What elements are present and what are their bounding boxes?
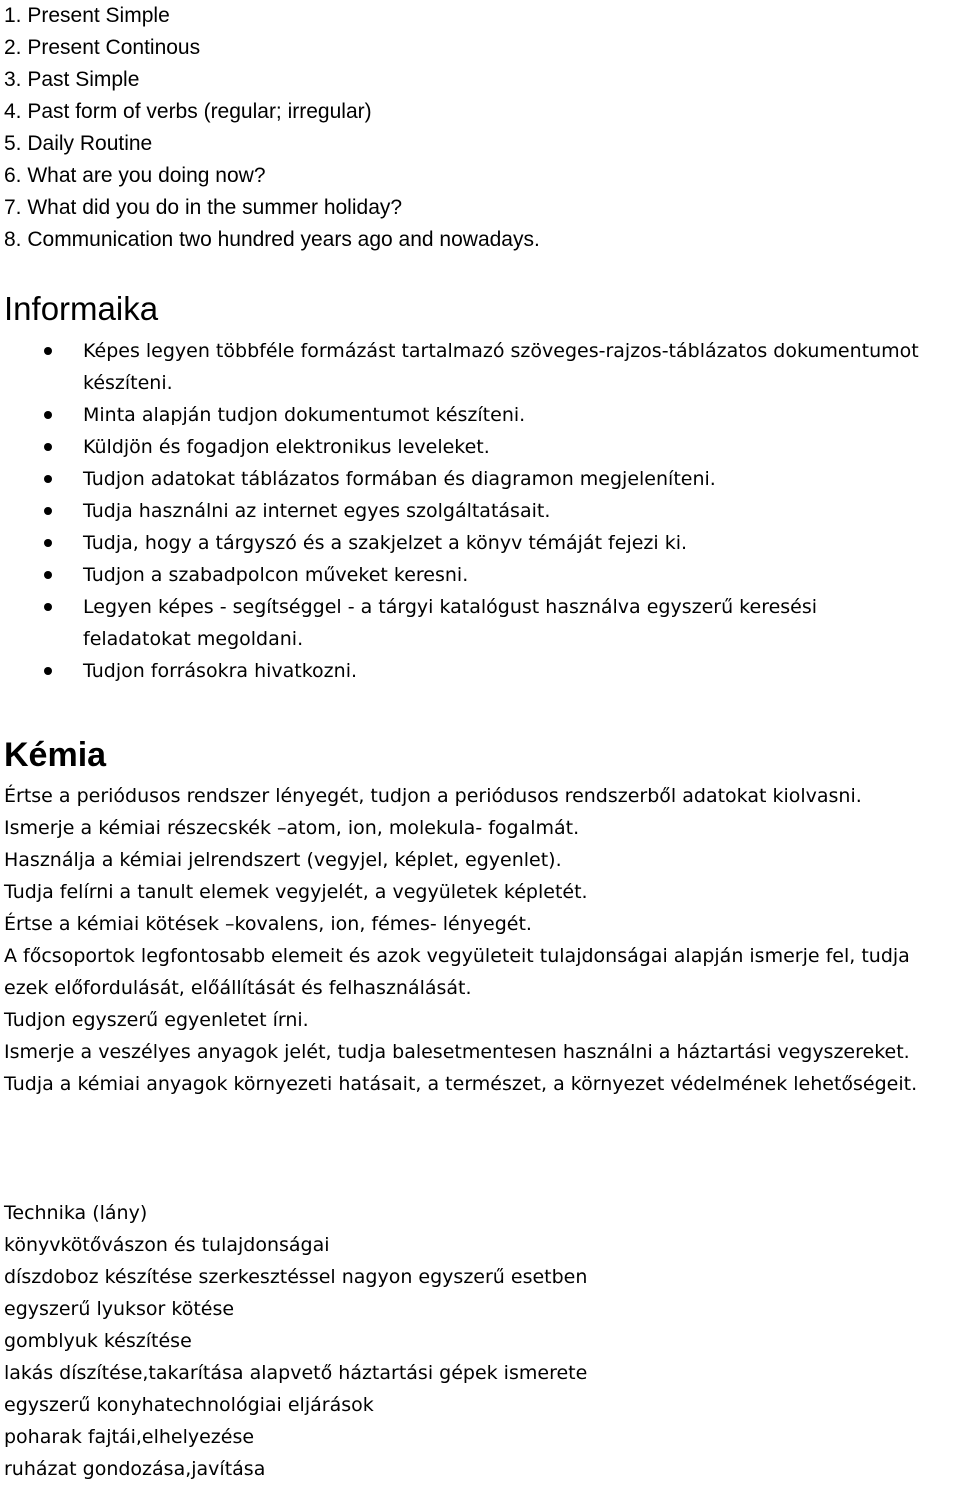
technika-line: könyvkötővászon és tulajdonságai bbox=[4, 1234, 330, 1256]
bullet-text: Tudjon adatokat táblázatos formában és diagramon megjeleníteni. bbox=[83, 468, 716, 490]
kemia-line: Tudja felírni a tanult elemek vegyjelét, a vegyületek képletét. bbox=[4, 881, 588, 903]
list-item: 7. What did you do in the summer holiday? bbox=[4, 196, 403, 219]
bullet-text: Legyen képes - segítséggel - a tárgyi katalógust használva egyszerű keresési feladatokat megoldani. bbox=[83, 596, 818, 650]
list-item: 6. What are you doing now? bbox=[4, 164, 266, 187]
bullet-dot-icon bbox=[44, 347, 52, 355]
bullet-item bbox=[0, 399, 960, 431]
technika-line: díszdoboz készítése szerkesztéssel nagyon egyszerű esetben bbox=[4, 1266, 588, 1288]
list-item: 8. Communication two hundred years ago and nowadays. bbox=[4, 228, 540, 251]
bullet-text: Képes legyen többféle formázást tartalmazó szöveges-rajzos-táblázatos dokumentumot készíteni. bbox=[83, 340, 919, 394]
kemia-line: Értse a kémiai kötések –kovalens, ion, fémes- lényegét. bbox=[4, 913, 532, 935]
technika-line: ruházat gondozása,javítása bbox=[4, 1458, 266, 1480]
kemia-line: Ismerje a veszélyes anyagok jelét, tudja balesetmentesen használni a háztartási vegyszereket. bbox=[4, 1041, 910, 1063]
bullet-text: Küldjön és fogadjon elektronikus leveleket. bbox=[83, 436, 490, 458]
bullet-item bbox=[0, 431, 960, 463]
bullet-item bbox=[0, 655, 960, 687]
list-item: 5. Daily Routine bbox=[4, 132, 153, 155]
technika-heading: Technika (lány) bbox=[4, 1202, 148, 1224]
informatika-heading: Informaika bbox=[4, 290, 159, 327]
list-item: 1. Present Simple bbox=[4, 4, 170, 27]
bullet-dot-icon bbox=[44, 411, 52, 419]
bullet-dot-icon bbox=[44, 507, 52, 515]
bullet-text: Tudjon forrásokra hivatkozni. bbox=[83, 660, 358, 682]
technika-line: lakás díszítése,takarítása alapvető háztartási gépek ismerete bbox=[4, 1362, 588, 1384]
kemia-line: Ismerje a kémiai részecskék –atom, ion, molekula- fogalmát. bbox=[4, 817, 580, 839]
list-item: 3. Past Simple bbox=[4, 68, 140, 91]
bullet-dot-icon bbox=[44, 475, 52, 483]
kemia-line: A főcsoportok legfontosabb elemeit és azok vegyületeit tulajdonságai alapján ismerje fel, tudja ezek előfordulását, előállítását és felhasználását. bbox=[4, 945, 910, 999]
bullet-text: Tudjon a szabadpolcon műveket keresni. bbox=[83, 564, 469, 586]
list-item: 2. Present Continous bbox=[4, 36, 201, 59]
bullet-item bbox=[0, 591, 960, 655]
technika-line: egyszerű konyhatechnológiai eljárások bbox=[4, 1394, 374, 1416]
informatika-bullet-list bbox=[0, 335, 960, 687]
technika-line: gomblyuk készítése bbox=[4, 1330, 192, 1352]
kemia-line: Használja a kémiai jelrendszert (vegyjel, képlet, egyenlet). bbox=[4, 849, 562, 871]
bullet-text: Tudja, hogy a tárgyszó és a szakjelzet a könyv témáját fejezi ki. bbox=[83, 532, 688, 554]
technika-section bbox=[4, 1197, 959, 1485]
kemia-line: Tudja a kémiai anyagok környezeti hatásait, a természet, a környezet védelmének lehetőségeit. bbox=[4, 1073, 918, 1095]
kemia-paragraphs bbox=[4, 780, 959, 1100]
bullet-dot-icon bbox=[44, 603, 52, 611]
kemia-line: Tudjon egyszerű egyenletet írni. bbox=[4, 1009, 309, 1031]
bullet-item bbox=[0, 495, 960, 527]
bullet-text: Minta alapján tudjon dokumentumot készíteni. bbox=[83, 404, 526, 426]
bullet-text: Tudja használni az internet egyes szolgáltatásait. bbox=[83, 500, 551, 522]
technika-line: egyszerű lyuksor kötése bbox=[4, 1298, 235, 1320]
bullet-dot-icon bbox=[44, 443, 52, 451]
bullet-item bbox=[0, 463, 960, 495]
bullet-dot-icon bbox=[44, 539, 52, 547]
kemia-heading: Kémia bbox=[4, 736, 107, 774]
technika-line: poharak fajtái,elhelyezése bbox=[4, 1426, 255, 1448]
bullet-dot-icon bbox=[44, 571, 52, 579]
list-item: 4. Past form of verbs (regular; irregular) bbox=[4, 100, 372, 123]
bullet-dot-icon bbox=[44, 667, 52, 675]
bullet-item bbox=[0, 335, 960, 399]
kemia-line: Értse a periódusos rendszer lényegét, tudjon a periódusos rendszerből adatokat kiolvasni. bbox=[4, 785, 862, 807]
bullet-item bbox=[0, 559, 960, 591]
english-topics-list bbox=[4, 0, 540, 256]
bullet-item bbox=[0, 527, 960, 559]
